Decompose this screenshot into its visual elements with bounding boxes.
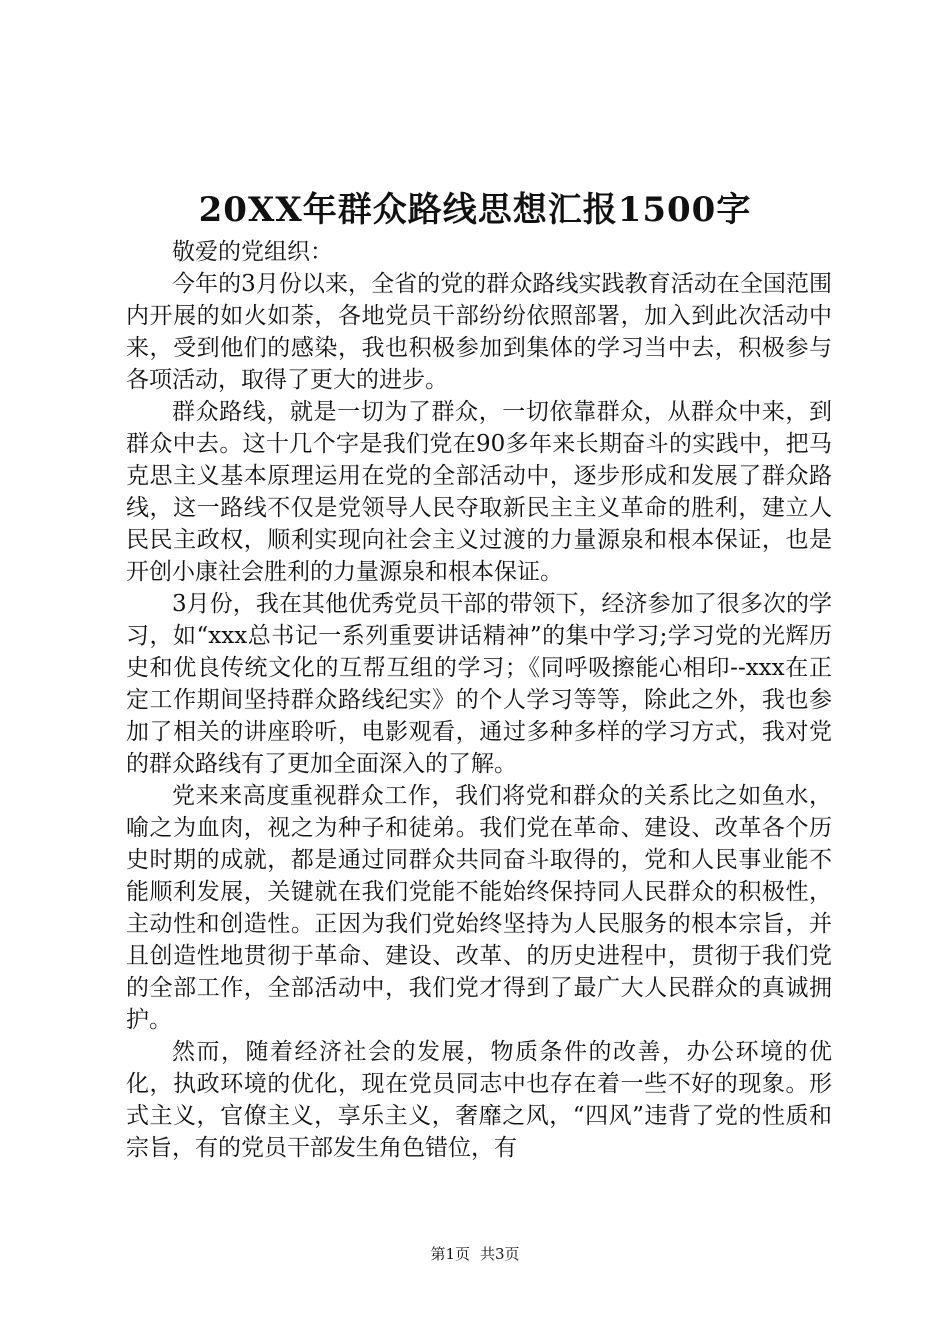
document-title: 20XX年群众路线思想汇报1500字 [198,190,752,230]
paragraph-5: 然而，随着经济社会的发展，物质条件的改善，办公环境的优化，执政环境的优化，现在党员同志中也存在着一些不好的现象。形式主义，官僚主义，享乐主义，奢靡之风，“四风”违背了党的性质和宗旨，有的党员干部发生角色错位，有 [126,1039,832,1161]
paragraph-3: 3月份，我在其他优秀党员干部的带领下，经济参加了很多次的学习，如“xxx总书记一系列重要讲话精神”的集中学习;学习党的光辉历史和优良传统文化的互帮互组的学习；《同呼吸擦能心相印--xxx在正定工作期间坚持群众路线纪实》的个人学习等等，除此之外，我也参加了相关的讲座聆听，电影观看，通过多种多样的学习方式，我对党的群众路线有了更加全面深入的了解。 [126,591,832,777]
document-body [126,236,832,1164]
paragraph-2: 群众路线，就是一切为了群众，一切依靠群众，从群众中来，到群众中去。这十几个字是我们党在90多年来长期奋斗的实践中，把马克思主义基本原理运用在党的全部活动中，逐步形成和发展了群众路线，这一路线不仅是党领导人民夺取新民主主义革命的胜利，建立人民民主政权，顺利实现向社会主义过渡的力量源泉和根本保证，也是开创小康社会胜利的力量源泉和根本保证。 [126,399,832,585]
page-number: 第1页 [430,1245,470,1263]
salutation: 敬爱的党组织： [172,239,333,265]
page-footer [0,1244,950,1264]
paragraph-1: 今年的3月份以来，全省的党的群众路线实践教育活动在全国范围内开展的如火如荼，各地党员干部纷纷依照部署，加入到此次活动中来，受到他们的感染，我也积极参加到集体的学习当中去，积极参与各项活动，取得了更大的进步。 [126,271,832,393]
paragraph-4: 党来来高度重视群众工作，我们将党和群众的关系比之如鱼水，喻之为血肉，视之为种子和徒弟。我们党在革命、建设、改革各个历史时期的成就，都是通过同群众共同奋斗取得的，党和人民事业能不能顺利发展，关键就在我们党能不能始终保持同人民群众的积极性，主动性和创造性。正因为我们党始终坚持为人民服务的根本宗旨，并且创造性地贯彻于革命、建设、改革、的历史进程中，贯彻于我们党的全部工作，全部活动中，我们党才得到了最广大人民群众的真诚拥护。 [126,783,832,1033]
page-total: 共3页 [480,1245,520,1263]
